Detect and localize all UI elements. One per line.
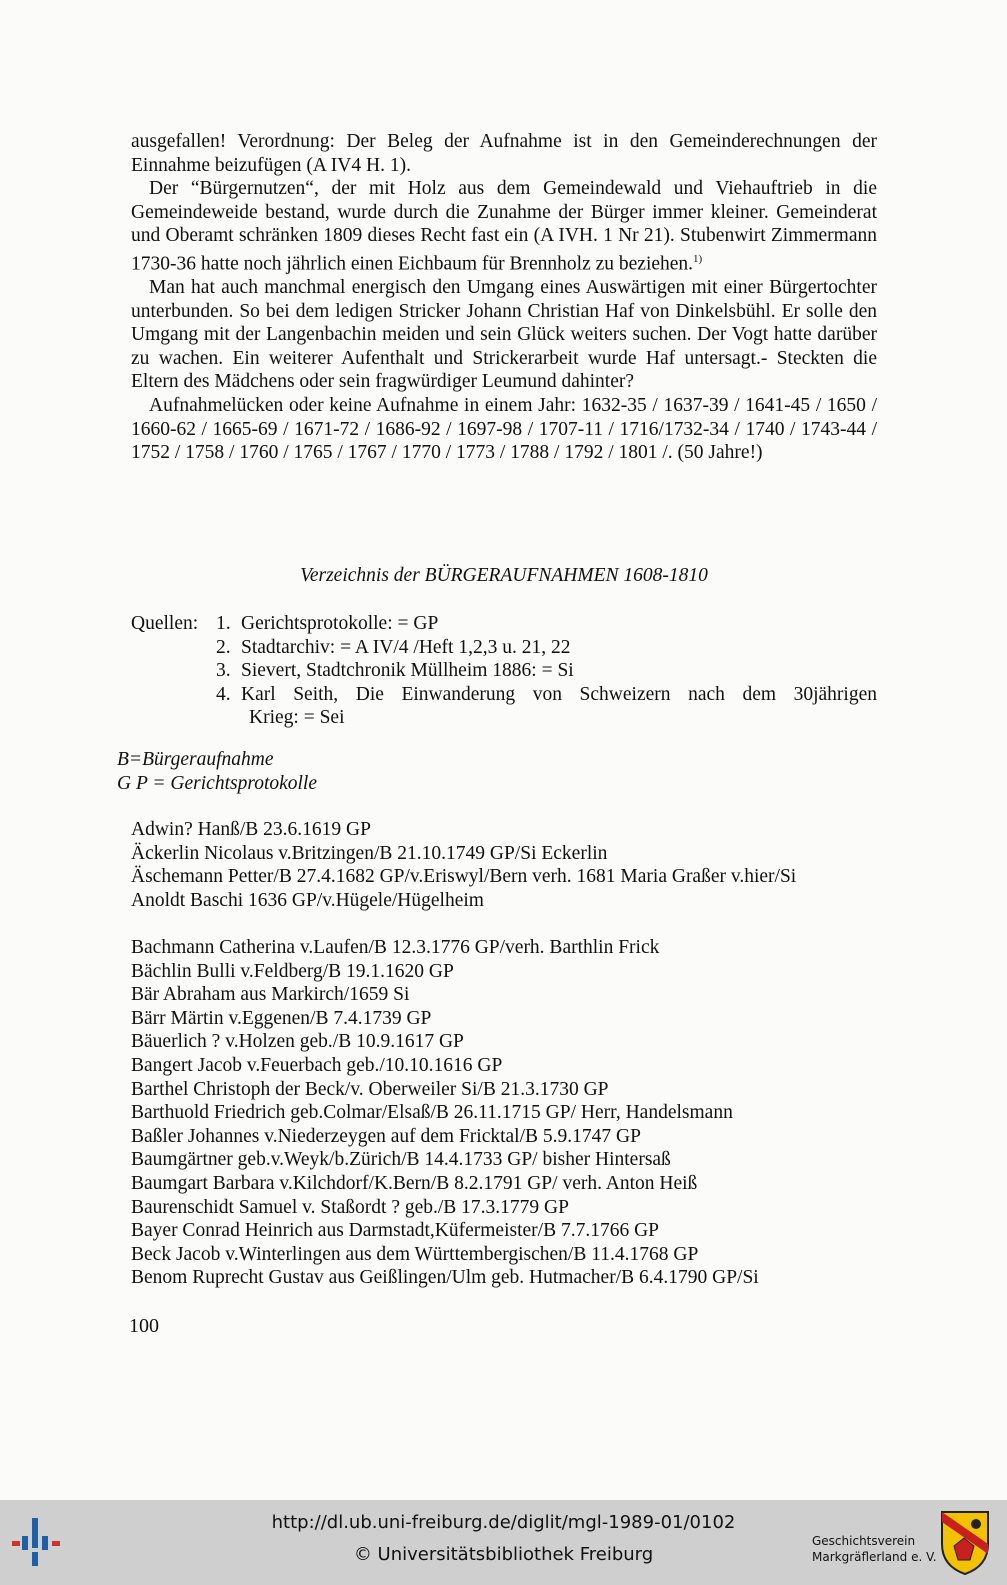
body-text — [131, 130, 877, 465]
entry: Bär Abraham aus Markirch/1659 Si — [131, 984, 410, 1006]
sources-label: Quellen: — [131, 613, 199, 634]
society-name — [812, 1533, 937, 1565]
paragraph-2-text: Der “Bürgernutzen“, der mit Holz aus dem Gemeindewald und Viehauftrieb in die Gemeindeweide bestand, wurde durch die Zunahme der Bürger immer kleiner. Gemeinderat und Oberamt schränken 1809 dieses Recht fast ein (A IVH. 1 Nr 21). Stubenwirt Zimmermann 1730-36 hatte noch jährlich einen Eichbaum für Brennholz zu beziehen. — [131, 178, 877, 275]
source-item — [131, 612, 877, 636]
paragraph-4: Aufnahmelücken oder keine Aufnahme in einem Jahr: 1632-35 / 1637-39 / 1641-45 / 1650 / 1660-62 / 1665-69 / 1671-72 / 1686-92 / 1697-98 / 1707-11 / 1716/1732-34 / 1740 / 1743-44 / 1752 / 1758 / 1760 / 1765 / 1767 / 1770 / 1773 / 1788 / 1792 / 1801 /. (50 Jahre!) — [131, 395, 877, 464]
source-text: Stadtarchiv: = A IV/4 /Heft 1,2,3 u. 21, 22 — [241, 636, 571, 658]
entries-list — [131, 818, 891, 1290]
source-item — [131, 659, 877, 683]
entry: Adwin? Hanß/B 23.6.1619 GP — [131, 819, 371, 840]
entry: Bächlin Bulli v.Feldberg/B 19.1.1620 GP — [131, 960, 454, 982]
source-continuation-text: Krieg: = Sei — [249, 707, 345, 729]
sources-list — [131, 612, 877, 730]
page-number: 100 — [129, 1315, 159, 1337]
source-item — [131, 683, 877, 707]
footer-url-link[interactable]: http://dl.ub.uni-freiburg.de/diglit/mgl-1989-01/0102 — [271, 1512, 736, 1533]
coat-of-arms-icon — [940, 1510, 990, 1576]
section-heading: Verzeichnis der BÜRGERAUFNAHMEN 1608-1810 — [300, 565, 708, 586]
entry: Benom Ruprecht Gustav aus Geißlingen/Ulm geb. Hutmacher/B 6.4.1790 GP/Si — [131, 1267, 759, 1289]
society-line-2: Markgräflerland e. V. — [812, 1550, 937, 1564]
source-number: 3. — [216, 660, 231, 682]
source-number: 4. — [216, 683, 231, 705]
entry: Baumgärtner geb.v.Weyk/b.Zürich/B 14.4.1733 GP/ bisher Hintersaß — [131, 1149, 671, 1171]
abbreviations — [117, 748, 317, 796]
entry: Beck Jacob v.Winterlingen aus dem Württembergischen/B 11.4.1768 GP — [131, 1243, 699, 1265]
entry: Äschemann Petter/B 27.4.1682 GP/v.Eriswyl/Bern verh. 1681 Maria Graßer v.hier/Si — [131, 866, 797, 888]
entry: Bärr Märtin v.Eggenen/B 7.4.1739 GP — [131, 1007, 432, 1029]
source-text: Karl Seith, Die Einwanderung von Schweizern nach dem 30jährigen — [241, 683, 877, 705]
entry: Bayer Conrad Heinrich aus Darmstadt,Küfermeister/B 7.7.1766 GP — [131, 1220, 660, 1242]
entry: Baßler Johannes v.Niederzeygen auf dem Fricktal/B 5.9.1747 GP — [131, 1125, 641, 1147]
source-item — [131, 636, 877, 660]
footer-bar — [0, 1500, 1007, 1585]
abbreviation-gp: G P = Gerichtsprotokolle — [117, 773, 318, 794]
source-number: 2. — [216, 636, 231, 658]
entry: Barthuold Friedrich geb.Colmar/Elsaß/B 26.11.1715 GP/ Herr, Handelsmann — [131, 1102, 733, 1124]
entry: Bäuerlich ? v.Holzen geb./B 10.9.1617 GP — [131, 1031, 464, 1053]
paragraph-2 — [131, 177, 877, 276]
entry: Barthel Christoph der Beck/v. Oberweiler Si/B 21.3.1730 GP — [131, 1078, 609, 1100]
entry: Bangert Jacob v.Feuerbach geb./10.10.1616 GP — [131, 1054, 503, 1076]
entry: Äckerlin Nicolaus v.Britzingen/B 21.10.1749 GP/Si Eckerlin — [131, 842, 608, 864]
entry-gap — [131, 912, 891, 936]
entry: Anoldt Baschi 1636 GP/v.Hügele/Hügelheim — [131, 889, 484, 911]
source-continuation — [131, 706, 877, 730]
paragraph-3: Man hat auch manchmal energisch den Umgang eines Auswärtigen mit einer Bürgertochter unterbunden. So bei dem ledigen Stricker Johann Christian Haf von Dinkelsbühl. Er solle den Umgang mit der Langenbachin meiden und sein Glück weiters suchen. Der Vogt hatte darüber zu wachen. Ein weiterer Aufenthalt und Strickerarbeit wurde Haf untersagt.- Steckten die Eltern des Mädchens oder sein fragwürdiger Leumund dahinter? — [131, 277, 877, 393]
source-text: Sievert, Stadtchronik Müllheim 1886: = Si — [241, 660, 574, 682]
society-line-1: Geschichtsverein — [812, 1534, 916, 1548]
source-number: 1. — [216, 613, 231, 634]
entry: Baumgart Barbara v.Kilchdorf/K.Bern/B 8.2.1791 GP/ verh. Anton Heiß — [131, 1172, 698, 1194]
entry: Bachmann Catherina v.Laufen/B 12.3.1776 GP/verh. Barthlin Frick — [131, 936, 660, 958]
abbreviation-b: B=Bürgeraufnahme — [117, 749, 274, 770]
paragraph-1: ausgefallen! Verordnung: Der Beleg der Aufnahme ist in den Gemeinderechnungen der Einnahme beizufügen (A IV4 H. 1). — [131, 131, 877, 176]
source-text: Gerichtsprotokolle: = GP — [241, 613, 439, 634]
entry: Baurenschidt Samuel v. Staßordt ? geb./B 17.3.1779 GP — [131, 1196, 569, 1218]
footer-copyright: © Universitätsbibliothek Freiburg — [353, 1544, 654, 1565]
footnote-mark: 1) — [693, 252, 703, 265]
